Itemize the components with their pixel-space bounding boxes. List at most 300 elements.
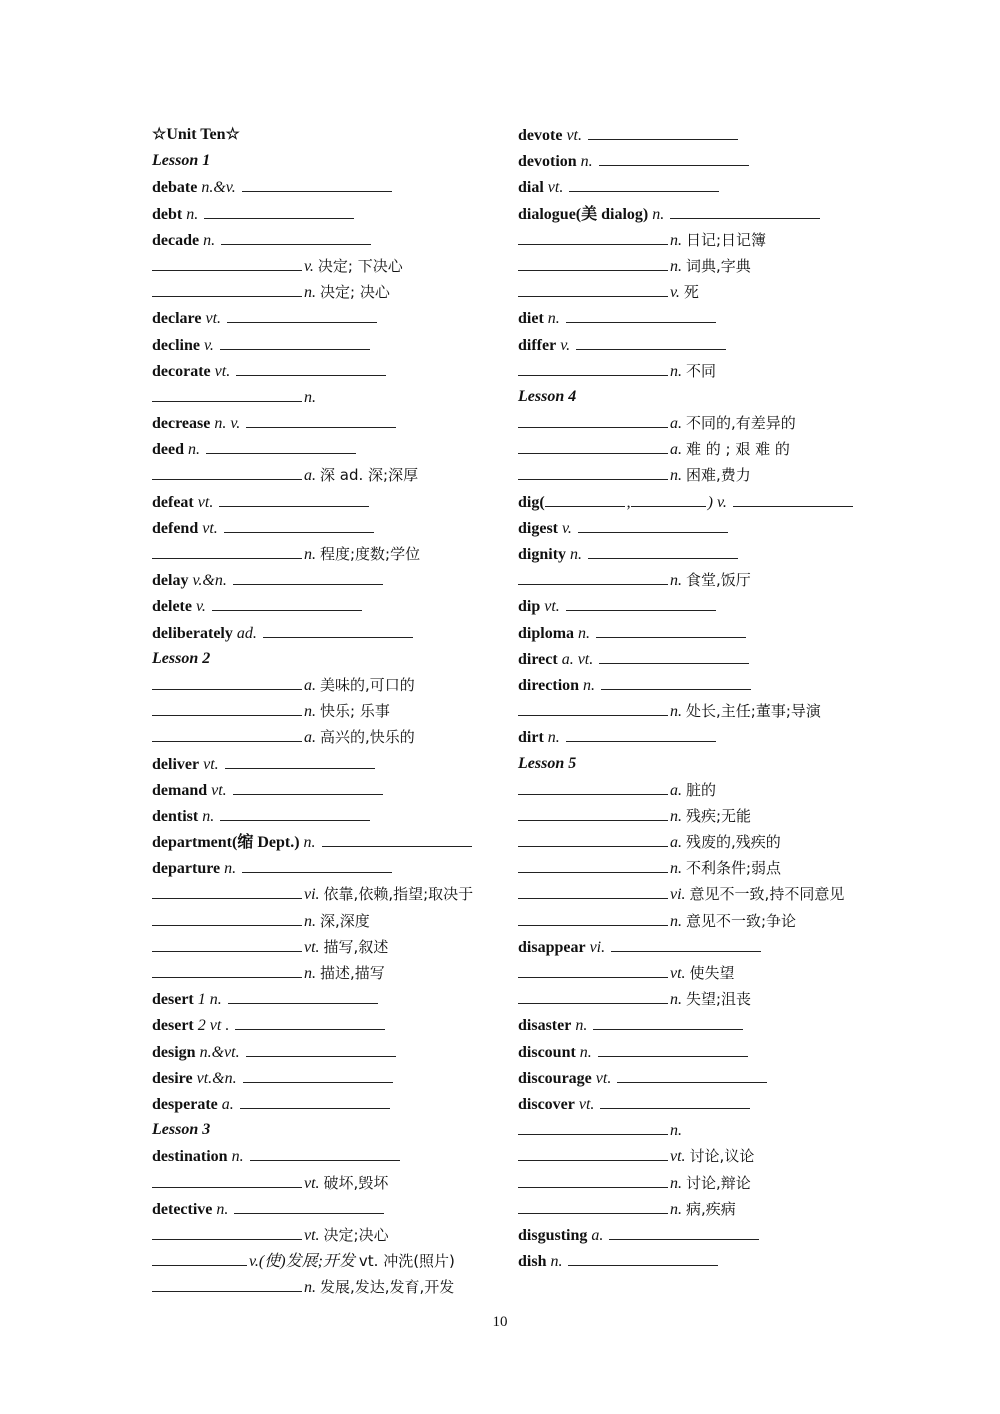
- answer-blank[interactable]: [152, 908, 302, 926]
- meaning: 讨论,议论: [689, 1147, 755, 1166]
- vocab-word: desire: [152, 1069, 193, 1087]
- answer-blank[interactable]: [152, 541, 302, 559]
- vocab-word: decrease: [152, 415, 211, 433]
- vocab-item: [152, 751, 497, 777]
- part-of-speech: a.: [304, 729, 316, 747]
- meaning: 快乐; 乐事: [320, 702, 390, 721]
- vocab-word: dialogue(美 dialog): [518, 205, 649, 223]
- answer-blank[interactable]: [518, 567, 668, 585]
- fill-in-item: [152, 698, 497, 724]
- answer-blank[interactable]: [152, 1222, 302, 1240]
- vocab-item: [152, 593, 497, 619]
- answer-blank[interactable]: [227, 305, 377, 323]
- part-of-speech: n.: [231, 1148, 244, 1166]
- meaning: 高兴的,快乐的: [320, 728, 415, 747]
- vocab-word: decline: [152, 336, 200, 354]
- part-of-speech: n.: [670, 991, 682, 1009]
- part-of-speech: n.: [188, 441, 200, 459]
- vocab-item: [518, 1091, 863, 1117]
- meaning: 不同的,有差异的: [686, 414, 796, 433]
- lesson-heading: [152, 148, 497, 174]
- answer-blank[interactable]: [240, 1091, 390, 1109]
- answer-blank[interactable]: [152, 881, 302, 899]
- meaning: 描述,描写: [320, 964, 385, 982]
- vocab-word: dentist: [152, 807, 199, 825]
- fill-in-item: [518, 567, 863, 593]
- vocab-word: deed: [152, 441, 184, 459]
- lesson-heading-text: Lesson 4: [518, 387, 577, 405]
- meaning: 日记;日记簿: [686, 230, 767, 249]
- answer-blank[interactable]: [569, 174, 719, 192]
- part-of-speech: n.: [652, 205, 665, 223]
- part-of-speech: a. vt.: [561, 650, 594, 668]
- vocab-item: [152, 174, 497, 200]
- part-of-speech: n.: [304, 912, 316, 930]
- fill-in-item: [152, 672, 497, 698]
- part-of-speech: n.: [547, 729, 560, 747]
- part-of-speech: n.: [202, 807, 215, 825]
- answer-blank[interactable]: [601, 672, 751, 690]
- part-of-speech: n.: [304, 388, 316, 406]
- vocab-word: dirt: [518, 729, 544, 747]
- vocab-item: [152, 1196, 497, 1222]
- part-of-speech: n.: [670, 572, 682, 590]
- meaning: 处长,主任;董事;导演: [686, 702, 821, 721]
- vocab-item: [152, 1065, 497, 1091]
- part-of-speech: vt.: [670, 965, 686, 982]
- answer-blank[interactable]: [152, 672, 302, 690]
- answer-blank[interactable]: [233, 777, 383, 795]
- answer-blank[interactable]: [246, 1039, 396, 1057]
- fill-in-item: [152, 1222, 497, 1248]
- vocab-word: debt: [152, 205, 183, 223]
- answer-blank[interactable]: [518, 777, 668, 795]
- answer-blank[interactable]: [598, 1039, 748, 1057]
- part-of-speech: vi.: [670, 886, 686, 904]
- part-of-speech: vt.: [211, 781, 227, 799]
- fill-in-item: [518, 698, 863, 724]
- fill-in-item: [152, 384, 497, 410]
- fill-in-item: [152, 908, 497, 934]
- answer-blank[interactable]: [518, 253, 668, 271]
- answer-blank[interactable]: [152, 960, 302, 978]
- meaning: 死: [683, 283, 699, 302]
- answer-blank[interactable]: [225, 751, 375, 769]
- meaning: 困难,费力: [686, 466, 751, 485]
- meaning: 使失望: [689, 964, 735, 982]
- answer-blank[interactable]: [600, 1091, 750, 1109]
- part-of-speech: vt.: [304, 1226, 320, 1244]
- right-column: [518, 122, 863, 1274]
- answer-blank[interactable]: [599, 148, 749, 166]
- meaning: 病,疾病: [686, 1199, 736, 1218]
- meaning: 意见不一致,持不同意见: [689, 885, 845, 904]
- fill-in-item: [152, 1248, 497, 1274]
- lesson-heading-text: Lesson 1: [152, 152, 211, 170]
- answer-blank[interactable]: [322, 829, 472, 847]
- vocab-item: [152, 410, 497, 436]
- vocab-word: delay: [152, 572, 189, 590]
- part-of-speech: n.: [670, 807, 682, 825]
- vocab-word: diet: [518, 310, 544, 328]
- fill-in-item: [518, 960, 863, 986]
- vocab-word: direction: [518, 676, 580, 694]
- answer-blank[interactable]: [518, 462, 668, 480]
- vocab-word: debate: [152, 179, 198, 197]
- part-of-speech: vt.: [202, 519, 218, 537]
- part-of-speech: v.: [195, 598, 206, 616]
- vocab-item: [152, 1091, 497, 1117]
- fill-in-item: [518, 855, 863, 881]
- fill-in-item: [152, 724, 497, 750]
- part-of-speech: n.: [575, 1017, 588, 1035]
- part-of-speech: n.: [304, 965, 316, 982]
- lesson-heading-text: Lesson 2: [152, 649, 211, 667]
- meaning: vt. 冲洗(照片): [358, 1252, 455, 1271]
- vocab-item: [518, 934, 863, 960]
- part-of-speech: n.: [304, 284, 316, 302]
- answer-blank[interactable]: [518, 436, 668, 454]
- vocab-item: [152, 1012, 497, 1038]
- vocab-item: [518, 332, 863, 358]
- answer-blank[interactable]: [518, 1117, 668, 1135]
- answer-blank[interactable]: [578, 515, 728, 533]
- vocab-item: [518, 724, 863, 750]
- vocab-word: deliver: [152, 755, 200, 773]
- answer-blank[interactable]: [212, 593, 362, 611]
- vocab-word: demand: [152, 781, 208, 799]
- answer-blank[interactable]: [518, 410, 668, 428]
- answer-blank[interactable]: [236, 358, 386, 376]
- meaning: 不同: [686, 361, 717, 380]
- fill-in-item: [518, 803, 863, 829]
- answer-blank[interactable]: [518, 829, 668, 847]
- part-of-speech: vt.: [566, 127, 582, 144]
- part-of-speech: vt.: [197, 493, 214, 511]
- answer-blank[interactable]: [220, 803, 370, 821]
- answer-blank[interactable]: [152, 279, 302, 297]
- part-of-speech: a.: [221, 1095, 234, 1113]
- answer-blank[interactable]: [609, 1222, 759, 1240]
- part-of-speech: a.: [304, 676, 316, 694]
- answer-blank[interactable]: [617, 1065, 767, 1083]
- vocab-word: dial: [518, 179, 544, 197]
- vocab-word: design: [152, 1043, 196, 1061]
- answer-blank[interactable]: [566, 724, 716, 742]
- answer-blank[interactable]: [670, 201, 820, 219]
- answer-blank[interactable]: [221, 227, 371, 245]
- fill-in-item: [518, 410, 863, 436]
- vocab-item: [152, 1039, 497, 1065]
- vocab-word: delete: [152, 598, 192, 616]
- answer-blank[interactable]: [152, 1170, 302, 1188]
- part-of-speech: ) v.: [707, 493, 727, 511]
- lesson-heading-text: Lesson 5: [518, 754, 577, 772]
- vocab-word: discount: [518, 1043, 576, 1061]
- vocab-word: desert: [152, 1017, 194, 1035]
- vocab-word: disaster: [518, 1017, 572, 1035]
- answer-blank[interactable]: [599, 646, 749, 664]
- part-of-speech: v.(使)发展;开发: [249, 1253, 355, 1271]
- lesson-heading: [152, 1117, 497, 1143]
- lesson-heading: [152, 646, 497, 672]
- part-of-speech: vi.: [304, 886, 320, 904]
- meaning: 词典,字典: [686, 256, 751, 275]
- vocab-item: [518, 122, 863, 148]
- meaning: 脏的: [686, 780, 717, 799]
- lesson-heading-text: Lesson 3: [152, 1121, 211, 1139]
- answer-blank[interactable]: [242, 174, 392, 192]
- part-of-speech: n.: [583, 676, 596, 694]
- vocab-word: discover: [518, 1095, 575, 1113]
- fill-in-item: [152, 279, 497, 305]
- meaning: 决定;决心: [323, 1225, 389, 1244]
- vocab-word: devote: [518, 127, 563, 144]
- answer-blank[interactable]: [204, 201, 354, 219]
- answer-blank[interactable]: [518, 986, 668, 1004]
- answer-blank[interactable]: [596, 620, 746, 638]
- answer-blank[interactable]: [206, 436, 356, 454]
- answer-blank[interactable]: [576, 332, 726, 350]
- part-of-speech: v.: [204, 336, 214, 354]
- vocab-item: [152, 436, 497, 462]
- answer-blank[interactable]: [518, 803, 668, 821]
- part-of-speech: a.: [304, 467, 316, 485]
- answer-blank[interactable]: [518, 279, 668, 297]
- unit-title: [152, 122, 497, 148]
- vocab-word: disgusting: [518, 1226, 588, 1244]
- part-of-speech: n.: [550, 1253, 563, 1271]
- fill-in-item: [518, 1170, 863, 1196]
- part-of-speech: n.: [670, 1122, 682, 1140]
- answer-blank[interactable]: [631, 489, 706, 507]
- answer-blank[interactable]: [518, 960, 668, 978]
- part-of-speech: a.: [670, 441, 682, 459]
- vocab-word: digest: [518, 519, 558, 537]
- vocab-item: [518, 515, 863, 541]
- lesson-heading: [518, 384, 863, 410]
- vocab-word: dish: [518, 1253, 547, 1271]
- vocab-word: decorate: [152, 362, 211, 380]
- vocab-item: [518, 1248, 863, 1274]
- part-of-speech: n.: [304, 703, 316, 721]
- answer-blank[interactable]: [246, 410, 396, 428]
- answer-blank[interactable]: [566, 593, 716, 611]
- vocab-item: [152, 227, 497, 253]
- part-of-speech: n.: [570, 546, 583, 563]
- part-of-speech: n.&v.: [201, 179, 236, 197]
- answer-blank[interactable]: [518, 881, 668, 899]
- part-of-speech: v.: [304, 257, 314, 275]
- part-of-speech: ad.: [236, 624, 257, 642]
- fill-in-item: [518, 908, 863, 934]
- page-number: 10: [492, 1314, 508, 1330]
- answer-blank[interactable]: [242, 855, 392, 873]
- meaning: 食堂,饭厅: [686, 571, 751, 590]
- vocab-item: [518, 593, 863, 619]
- vocab-word: deliberately: [152, 624, 233, 642]
- left-column: [152, 122, 497, 1300]
- part-of-speech: vt.: [214, 362, 231, 380]
- part-of-speech: n.: [580, 153, 593, 171]
- vocab-word: diploma: [518, 624, 575, 642]
- meaning: 美味的,可口的: [320, 675, 415, 694]
- vocab-word: devotion: [518, 153, 577, 171]
- vocab-item: [518, 305, 863, 331]
- answer-blank[interactable]: [518, 1196, 668, 1214]
- answer-blank[interactable]: [152, 1248, 247, 1266]
- answer-blank[interactable]: [518, 698, 668, 716]
- part-of-speech: n.: [670, 912, 682, 930]
- meaning: 残疾;无能: [686, 806, 752, 825]
- answer-blank[interactable]: [152, 462, 302, 480]
- part-of-speech: vt.: [304, 938, 320, 956]
- part-of-speech: vi.: [589, 938, 606, 956]
- answer-blank[interactable]: [611, 934, 761, 952]
- meaning: 依靠,依赖,指望;取决于: [323, 885, 474, 904]
- answer-blank[interactable]: [152, 1274, 302, 1292]
- answer-blank[interactable]: [588, 541, 738, 559]
- part-of-speech: v.: [562, 519, 572, 537]
- answer-blank[interactable]: [518, 908, 668, 926]
- part-of-speech: n.: [304, 1279, 316, 1297]
- part-of-speech: n.: [203, 231, 216, 249]
- vocab-word: desert: [152, 991, 194, 1009]
- vocab-item: [152, 332, 497, 358]
- meaning: 失望;沮丧: [686, 990, 752, 1009]
- part-of-speech: n.: [186, 205, 199, 223]
- answer-blank[interactable]: [152, 253, 302, 271]
- part-of-speech: n.: [216, 1200, 229, 1218]
- answer-blank[interactable]: [234, 1196, 384, 1214]
- part-of-speech: n.: [670, 362, 682, 380]
- part-of-speech: vt.: [547, 179, 564, 197]
- fill-in-item: [518, 358, 863, 384]
- vocab-word: dig(: [518, 493, 545, 511]
- vocab-item: [518, 148, 863, 174]
- answer-blank[interactable]: [733, 489, 853, 507]
- part-of-speech: a.: [591, 1226, 604, 1244]
- answer-blank[interactable]: [263, 620, 413, 638]
- fill-in-item: [518, 253, 863, 279]
- vocab-item: dig( , ) v.: [518, 489, 863, 515]
- vocab-item: [518, 174, 863, 200]
- answer-blank[interactable]: [228, 986, 378, 1004]
- part-of-speech: vt.: [595, 1069, 612, 1087]
- part-of-speech: n.: [579, 1043, 592, 1061]
- answer-blank[interactable]: [588, 122, 738, 140]
- fill-in-item: [518, 777, 863, 803]
- vocab-word: direct: [518, 650, 558, 668]
- fill-in-item: [152, 960, 497, 986]
- vocab-item: [518, 541, 863, 567]
- meaning: 破坏,毁坏: [323, 1173, 389, 1192]
- part-of-speech: n.: [670, 231, 682, 249]
- fill-in-item: [152, 1274, 497, 1300]
- lesson-heading: [518, 751, 863, 777]
- vocab-item: [152, 986, 497, 1012]
- answer-blank[interactable]: [152, 934, 302, 952]
- vocab-word: defeat: [152, 493, 194, 511]
- part-of-speech: n.&vt.: [199, 1043, 240, 1061]
- answer-blank[interactable]: [220, 332, 370, 350]
- part-of-speech: v.&n.: [192, 572, 227, 590]
- part-of-speech: v.: [560, 336, 571, 354]
- meaning: 深 ad. 深;深厚: [320, 466, 419, 485]
- meaning: 不利条件;弱点: [686, 859, 782, 878]
- part-of-speech: n.: [670, 257, 682, 275]
- answer-blank[interactable]: [593, 1012, 743, 1030]
- vocab-item: [518, 1065, 863, 1091]
- meaning: 发展,发达,发育,开发: [320, 1278, 455, 1297]
- answer-blank[interactable]: [518, 1143, 668, 1161]
- vocab-word: dip: [518, 598, 541, 616]
- fill-in-item: [518, 279, 863, 305]
- fill-in-item: [518, 986, 863, 1012]
- vocab-item: [152, 803, 497, 829]
- vocab-word: disappear: [518, 938, 586, 956]
- answer-blank[interactable]: [224, 515, 374, 533]
- vocab-item: [152, 305, 497, 331]
- fill-in-item: [518, 1117, 863, 1143]
- vocab-item: [518, 1012, 863, 1038]
- part-of-speech: a.: [670, 415, 682, 433]
- unit-title-text: ☆Unit Ten☆: [152, 126, 240, 143]
- answer-blank[interactable]: [233, 567, 383, 585]
- fill-in-item: [152, 934, 497, 960]
- fill-in-item: [152, 541, 497, 567]
- vocab-item: [518, 1222, 863, 1248]
- vocab-item: [152, 620, 497, 646]
- vocab-item: [152, 777, 497, 803]
- fill-in-item: [152, 253, 497, 279]
- vocab-item: [152, 515, 497, 541]
- vocab-word: detective: [152, 1200, 213, 1218]
- answer-blank[interactable]: [243, 1065, 393, 1083]
- meaning: 深,深度: [320, 911, 370, 930]
- part-of-speech: n.: [670, 1200, 682, 1218]
- answer-blank[interactable]: [235, 1012, 385, 1030]
- vocab-word: declare: [152, 310, 202, 328]
- answer-blank[interactable]: [152, 698, 302, 716]
- answer-blank[interactable]: [518, 1170, 668, 1188]
- answer-blank[interactable]: [545, 489, 625, 507]
- vocab-item: [152, 855, 497, 881]
- answer-blank[interactable]: [152, 724, 302, 742]
- meaning: 难 的 ; 艰 难 的: [686, 440, 790, 459]
- answer-blank[interactable]: [568, 1248, 718, 1266]
- vocab-item: [152, 489, 497, 515]
- part-of-speech: vt.: [670, 1148, 686, 1166]
- meaning: 描写,叙述: [323, 937, 389, 956]
- answer-blank[interactable]: [250, 1143, 400, 1161]
- part-of-speech: n.: [578, 624, 591, 642]
- vocab-word: department(缩 Dept.): [152, 834, 300, 852]
- answer-blank[interactable]: [219, 489, 369, 507]
- answer-blank[interactable]: [152, 384, 302, 402]
- answer-blank[interactable]: [518, 855, 668, 873]
- answer-blank[interactable]: [518, 358, 668, 376]
- part-of-speech: n.: [224, 860, 237, 878]
- vocab-word: defend: [152, 519, 199, 537]
- fill-in-item: [518, 1196, 863, 1222]
- fill-in-item: [518, 436, 863, 462]
- answer-blank[interactable]: [566, 305, 716, 323]
- vocab-word: desperate: [152, 1095, 218, 1113]
- part-of-speech: n.: [670, 703, 682, 721]
- answer-blank[interactable]: [518, 227, 668, 245]
- vocab-word: decade: [152, 231, 200, 249]
